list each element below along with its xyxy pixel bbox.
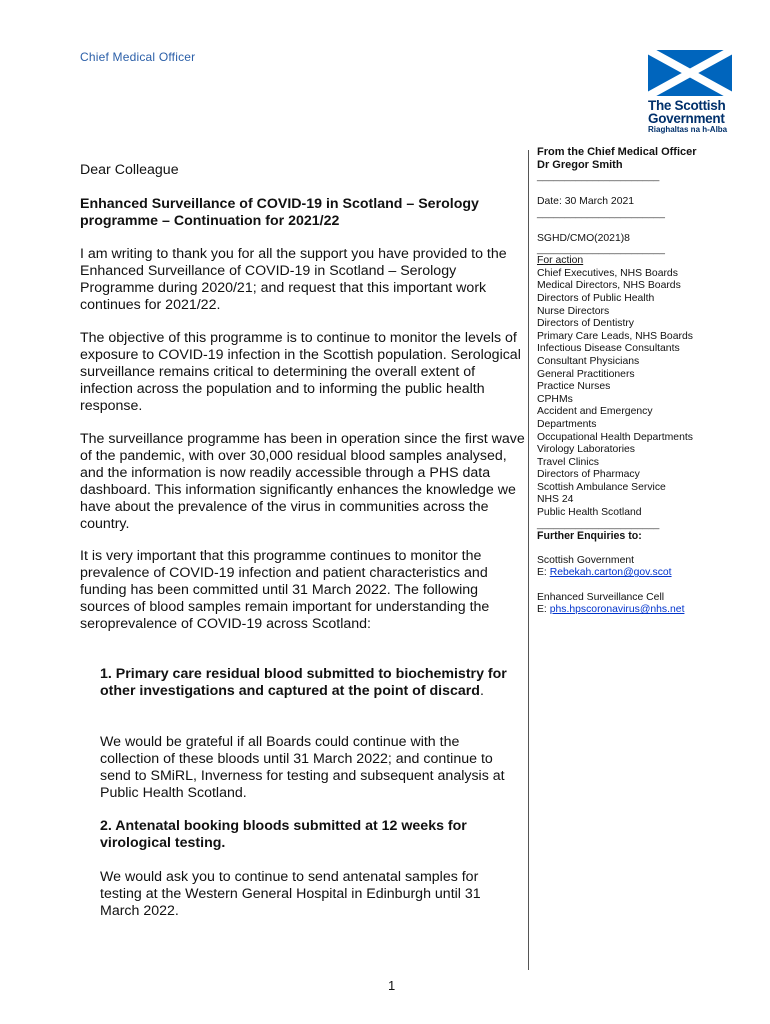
recipient-item: General Practitioners <box>537 368 635 380</box>
from-line-1: From the Chief Medical Officer <box>537 146 697 158</box>
recipient-item: CPHMs <box>537 393 573 405</box>
logo-text-line1: The Scottish <box>648 98 726 113</box>
logo-text-line2: Government <box>648 111 725 126</box>
sidebar-rule-4: ______________________ <box>537 518 660 530</box>
header-title: Chief Medical Officer <box>80 50 196 64</box>
from-line-2: Dr Gregor Smith <box>537 159 623 171</box>
recipient-item: Virology Laboratories <box>537 444 636 456</box>
page-number: 1 <box>388 978 396 993</box>
sidebar-rule-1: ______________________ <box>537 171 660 182</box>
subject-line-1: Enhanced Surveillance of COVID-19 in Scotland – Serology <box>80 196 479 212</box>
list-item-1-body: We would be grateful if all Boards could continue with the collection of these bloods until 31 March 2022; and continue to send to SMiRL, Inverness for testing and subsequent analysis at Public Health Scotland. <box>100 734 505 801</box>
letter-reference: SGHD/CMO(2021)8 <box>537 232 630 244</box>
recipient-item: Scottish Ambulance Service <box>537 481 666 493</box>
recipient-item: Medical Directors, NHS Boards <box>537 280 681 292</box>
list-item-2-body: We would ask you to continue to send antenatal samples for testing at the Western General Hospital in Edinburgh until 31 March 2022. <box>100 869 481 919</box>
recipient-item: Practice Nurses <box>537 381 611 393</box>
subject-line-2: programme – Continuation for 2021/22 <box>80 213 340 229</box>
contact-1-email-link[interactable]: Rebekah.carton@gov.scot <box>549 567 672 579</box>
contact-2-org: Enhanced Surveillance Cell <box>537 591 665 603</box>
recipient-item: Consultant Physicians <box>537 355 640 367</box>
sidebar-rule-2: _______________________ <box>537 207 665 219</box>
recipient-item: Chief Executives, NHS Boards <box>537 267 678 279</box>
list-item-1-heading <box>100 666 525 700</box>
recipient-item: Directors of Public Health <box>537 292 655 304</box>
recipient-item: Directors of Dentistry <box>537 318 635 330</box>
recipient-item: Public Health Scotland <box>537 507 642 519</box>
contact-1-email-prefix: E: <box>537 567 550 579</box>
paragraph-surveillance: The surveillance programme has been in operation since the first wave of the pandemic, with over 30,000 residual blood samples analysed, and the information is now readily accessible through a PHS data dashboard. This information significantly enhances the knowledge we have about the prevalence of the virus in communities across the country. <box>80 431 525 532</box>
recipient-item: Infectious Disease Consultants <box>537 343 680 355</box>
recipient-item: Occupational Health Departments <box>537 431 693 443</box>
paragraph-objective: The objective of this programme is to continue to monitor the levels of exposure to COVID-19 infection in the Scottish population. Serological surveillance remains critical to determining the overall extent of infection across the population and to informing the public health response. <box>80 330 521 414</box>
list-item-1-heading-text: 1. Primary care residual blood submitted to biochemistry for other investigations and captured at the point of discard <box>100 666 507 699</box>
salutation: Dear Colleague <box>80 162 179 178</box>
recipient-item: Departments <box>537 418 597 430</box>
for-action-label: For action <box>537 255 584 267</box>
contact-1-org: Scottish Government <box>537 554 635 566</box>
contact-2-email-line <box>537 604 737 617</box>
list-item-2-heading: 2. Antenatal booking bloods submitted at 12 weeks for virological testing. <box>100 818 467 851</box>
recipient-item: Directors of Pharmacy <box>537 469 640 481</box>
paragraph-funding: It is very important that this programme continues to monitor the prevalence of COVID-19 infection and patient characteristics and funding has been committed until 31 March 2022. The following sources of blood samples remain important for understanding the seroprevalence of COVID-19 across Scotland: <box>80 548 490 632</box>
contact-1-email-line <box>537 567 737 580</box>
further-enquiries-label: Further Enquiries to: <box>537 529 642 542</box>
paragraph-thanks: I am writing to thank you for all the support you have provided to the Enhanced Surveillance of COVID-19 in Scotland – Serology Programme during 2020/21; and request that this important work continues for 2021/22. <box>80 246 507 313</box>
letter-date: Date: 30 March 2021 <box>537 196 635 207</box>
recipient-item: Travel Clinics <box>537 456 599 468</box>
sidebar-rule-3: _______________________ <box>537 244 665 256</box>
saltire-flag-icon <box>648 50 732 96</box>
contact-2-email-prefix: E: <box>537 604 550 616</box>
subject-heading <box>80 196 525 230</box>
recipient-item: Accident and Emergency <box>537 406 653 418</box>
recipients-list <box>537 268 737 520</box>
logo-text-line3: Riaghaltas na h-Alba <box>648 125 728 134</box>
recipient-item: Primary Care Leads, NHS Boards <box>537 330 693 342</box>
contact-2-email-link[interactable]: phs.hpscoronavirus@nhs.net <box>549 604 685 616</box>
list-item-1-period: . <box>479 683 484 699</box>
scottish-government-logo <box>648 50 734 135</box>
recipient-item: NHS 24 <box>537 494 574 506</box>
recipient-item: Nurse Directors <box>537 305 610 317</box>
sidebar <box>537 146 737 617</box>
column-divider <box>528 150 529 970</box>
